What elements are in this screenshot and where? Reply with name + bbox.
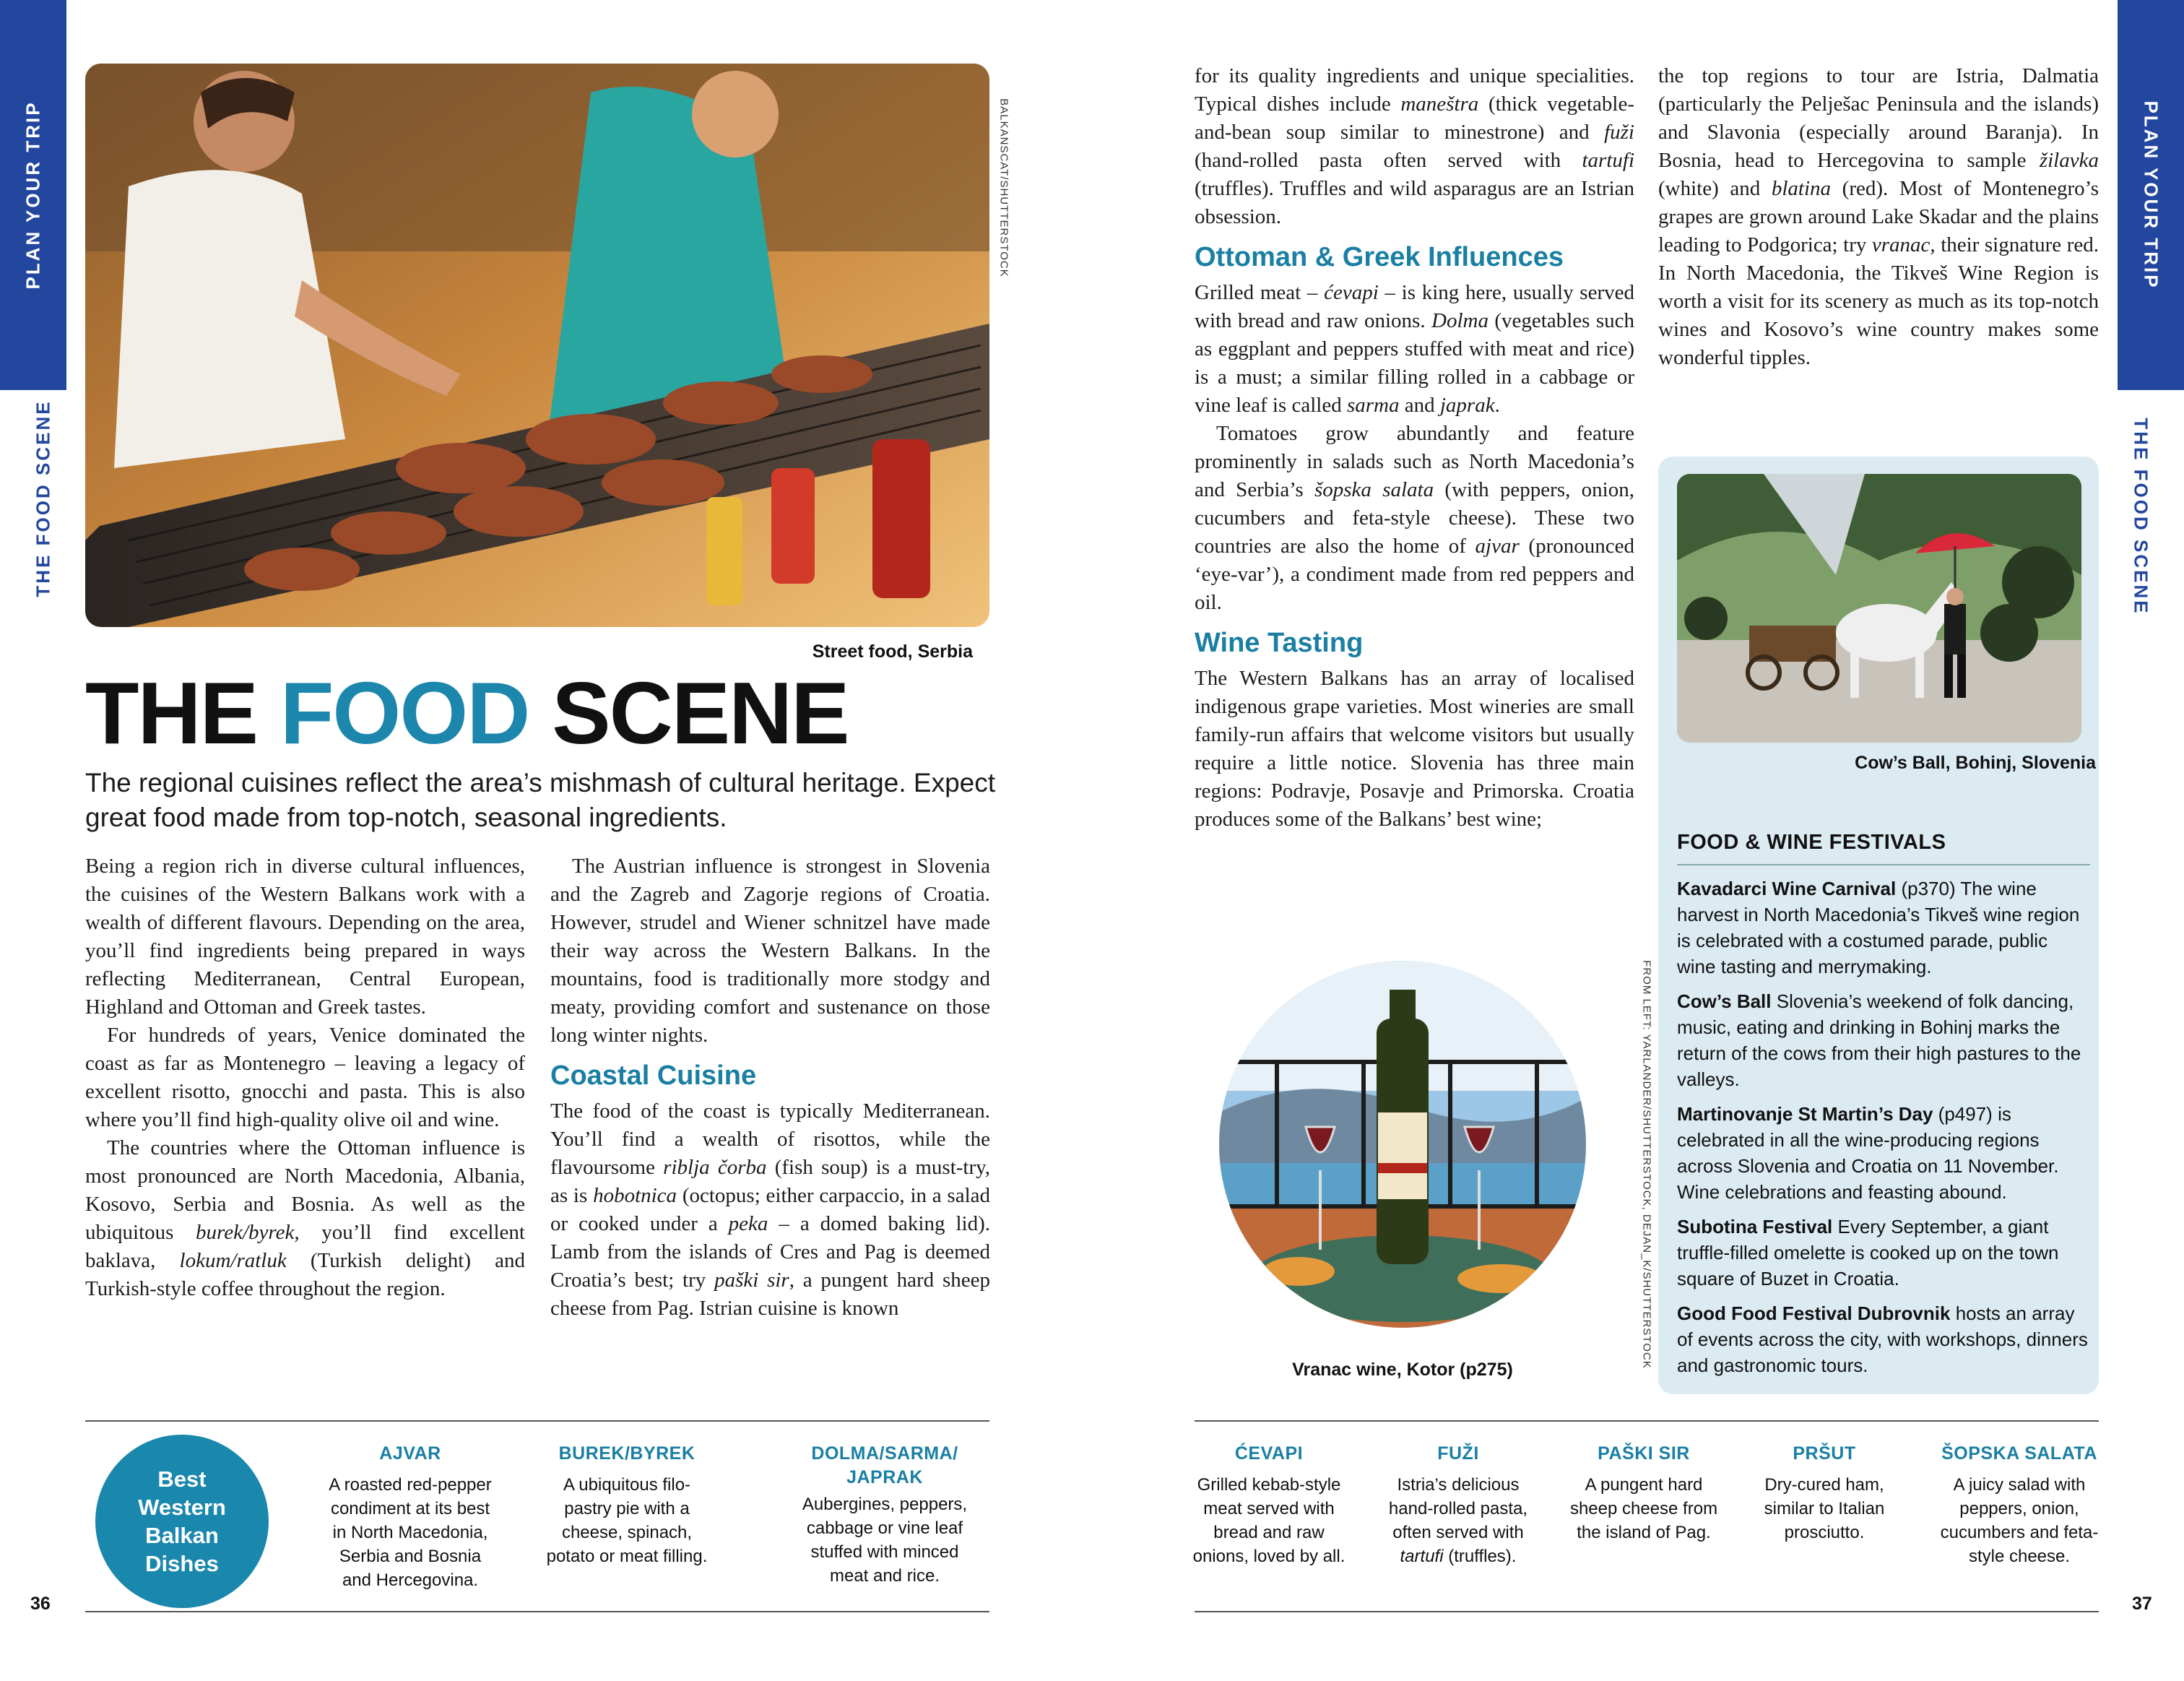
standfirst: The regional cuisines reflect the area’s mishmash of cultural heritage. Expect great food made from top-notch, seasonal ingredients. [85, 768, 996, 832]
dish-name: BUREK/BYREK [558, 1443, 696, 1464]
festival-item: Martinovanje St Martin’s Day (p497) is celebrated in all the wine-producing regions across Slovenia and Croatia on 11 November. Wine celebrations and feasting abound. [1677, 1103, 2059, 1203]
right-section-label: PLAN YOUR TRIP [2140, 100, 2162, 290]
dish-name: PAŠKI SIR [1598, 1443, 1690, 1464]
street-food-illustration [85, 64, 989, 627]
paragraph: The Austrian influence is strongest in Slovenia and the Zagreb and Zagorje regions of Croatia. However, strudel and Wiener schnitzel have made their way across the Western Balkans. In the mountains, food is traditionally more stodgy and meaty, providing comfort and sustenance on those long winter nights. [550, 855, 990, 1047]
dish-burek [543, 1442, 711, 1568]
heading-wine-tasting: Wine Tasting [1195, 628, 1364, 658]
festivals-heading: FOOD & WINE FESTIVALS [1677, 831, 1946, 854]
cows-ball-illustration [1677, 474, 2081, 743]
dish-description: A roasted red-pepper condiment at its best in North Macedonia, Serbia and Bosnia and Hercegovina. [329, 1475, 492, 1590]
dish-name: ŠOPSKA SALATA [1941, 1443, 2097, 1464]
cows-ball-caption: Cow’s Ball, Bohinj, Slovenia [1855, 753, 2096, 773]
dish-description: A juicy salad with peppers, onion, cucumbers and feta-style cheese. [1940, 1475, 2099, 1566]
cows-ball-photo [1677, 474, 2081, 743]
dishes-top-rule-right [1195, 1420, 2099, 1422]
page-title [85, 666, 849, 760]
left-section-label: PLAN YOUR TRIP [22, 100, 44, 290]
title-part-2: FOOD [280, 664, 529, 762]
dishes-bottom-rule-right [1195, 1611, 2099, 1612]
dish-paski-sir [1567, 1442, 1720, 1544]
vranac-wine-photo [1219, 961, 1586, 1328]
paragraph: The Western Balkans has an array of localised indigenous grape varieties. Most wineries are small family-run affairs that welcome visitors but usually require a little notice. Slovenia has three main regions: Podravje, Posavje and Primorska. Croatia produces some of the Balkans’ best wine; [1195, 667, 1634, 831]
paragraph: The food of the coast is typically Mediterranean. You’ll find a wealth of risottos, while the flavoursome riblja čorba (fish soup) is a must-try, as is hobotnica (octopus; either carpaccio, in a salad or cooked under a peka – a domed baking lid). Lamb from the islands of Cres and Pag is deemed Croatia’s best; try paški sir, a pungent hard sheep cheese from Pag. Istrian cuisine is known [550, 1099, 991, 1320]
vranac-caption: Vranac wine, Kotor (p275) [1292, 1360, 1513, 1380]
street-food-photo [85, 64, 989, 627]
paragraph: Tomatoes grow abundantly and feature prominently in salads such as North Macedonia’s and Serbia’s šopska salata (with peppers, onion, cucumbers and feta-style cheese). These two countries are also the home of ajvar (pronounced ‘eye-var’), a condiment made from red peppers and oil. [1195, 422, 1634, 614]
festival-item: Good Food Festival Dubrovnik hosts an array of events across the city, with workshops, dinners and gastronomic tours. [1677, 1302, 2088, 1376]
heading-ottoman-greek: Ottoman & Greek Influences [1195, 242, 1564, 272]
dish-description: A pungent hard sheep cheese from the island of Pag. [1569, 1475, 1718, 1542]
festivals-divider [1677, 864, 2090, 865]
page-number-right: 37 [2132, 1594, 2152, 1614]
left-chapter-label: THE FOOD SCENE [32, 399, 54, 597]
dish-prsut [1752, 1442, 1897, 1544]
dish-cevapi [1192, 1442, 1346, 1568]
dishes-bottom-rule-left [85, 1611, 989, 1612]
vranac-credit: FROM LEFT: YARLANDER/SHUTTERSTOCK, DEJAN_K/SHUTTERSTOCK [1640, 960, 1653, 1369]
heading-coastal-cuisine: Coastal Cuisine [550, 1060, 757, 1091]
dish-name: DOLMA/SARMA/ JAPRAK [811, 1443, 958, 1487]
street-food-caption: Street food, Serbia [812, 641, 973, 662]
body-column-3 [1195, 62, 1634, 834]
festivals-list [1677, 829, 2090, 1387]
dish-description: Istria’s delicious hand-rolled pasta, often served with tartufi (truffles). [1388, 1475, 1528, 1566]
title-part-3: SCENE [529, 664, 849, 762]
paragraph: Grilled meat – ćevapi – is king here, usually served with bread and raw onions. Dolma (vegetables such as eggplant and peppers stuffed with meat and rice) is a must; a similar filling rolled in a cabbage or vine leaf is called sarma and japrak. [1195, 281, 1634, 417]
dish-name: FUŽI [1437, 1443, 1479, 1464]
festival-item: Kavadarci Wine Carnival (p370) The wine harvest in North Macedonia’s Tikveš wine region is celebrated with a costumed parade, public wine tasting and merrymaking. [1677, 878, 2080, 977]
paragraph: the top regions to tour are Istria, Dalmatia (particularly the Pelješac Peninsula and the islands) and Slavonia (especially around Baranja). In Bosnia, head to Hercegovina to sample žilavka (white) and blatina (red). Most of Montenegro’s grapes are grown around Lake Skadar and the plains leading to Podgorica; try vranac, their signature red. In North Macedonia, the Tikveš Wine Region is worth a visit for its scenery as much as its top-notch wines and Kosovo’s wine country makes some wonderful tipples. [1658, 64, 2100, 369]
body-column-4 [1658, 62, 2099, 372]
dish-description: Dry-cured ham, similar to Italian prosciutto. [1764, 1475, 1885, 1542]
dishes-top-rule-left [85, 1420, 989, 1422]
title-part-1: THE [85, 664, 280, 762]
paragraph: for its quality ingredients and unique specialities. Typical dishes include maneštra (thick vegetable-and-bean soup similar to minestrone) and fuži (hand-rolled pasta often served with tartufi (truffles). Truffles and wild asparagus are an Istrian obsession. [1195, 64, 1635, 228]
dish-dolma [794, 1442, 975, 1588]
dish-ajvar [324, 1442, 497, 1592]
body-column-2 [550, 852, 990, 1323]
page-number-left: 36 [30, 1594, 51, 1614]
best-dishes-badge-label: Best Western Balkan Dishes [138, 1466, 226, 1576]
dish-fuzi [1378, 1442, 1538, 1568]
festival-item: Subotina Festival Every September, a giant truffle-filled omelette is cooked up on the town square of Buzet in Croatia. [1677, 1216, 2059, 1289]
dish-description: Grilled kebab-style meat served with bread and raw onions, loved by all. [1192, 1475, 1346, 1566]
dish-sopska-salata [1933, 1442, 2106, 1568]
body-column-1 [85, 852, 525, 1303]
dish-name: AJVAR [379, 1443, 441, 1464]
paragraph: Being a region rich in diverse cultural influences, the cuisines of the Western Balkans work with a wealth of different flavours. Depending on the area, you’ll find ingredients being prepared in ways reflecting Mediterranean, Central European, Highland and Ottoman and Greek tastes. [85, 855, 525, 1019]
dish-name: PRŠUT [1793, 1443, 1856, 1464]
festival-item: Cow’s Ball Slovenia’s weekend of folk dancing, music, eating and drinking in Bohinj marks the return of the cows from their high pastures to the valleys. [1677, 990, 2081, 1090]
paragraph: The countries where the Ottoman influence is most pronounced are North Macedonia, Albania, Kosovo, Serbia and Bosnia. As well as the ubiquitous burek/byrek, you’ll find excellent baklava, lokum/ratluk (Turkish delight) and Turkish-style coffee throughout the region. [85, 1136, 525, 1300]
paragraph: For hundreds of years, Venice dominated the coast as far as Montenegro – leaving a legacy of excellent risotto, gnocchi and pasta. This is also where you’ll find high-quality olive oil and wine. [85, 1024, 525, 1131]
dish-name: ĆEVAPI [1234, 1443, 1304, 1464]
street-food-credit: BALKANSCAT/SHUTTERSTOCK [997, 98, 1010, 277]
dish-description: A ubiquitous filo-pastry pie with a cheese, spinach, potato or meat filling. [546, 1475, 708, 1566]
dish-description: Aubergines, peppers, cabbage or vine leaf stuffed with minced meat and rice. [802, 1495, 968, 1586]
right-chapter-label: THE FOOD SCENE [2130, 418, 2152, 615]
vranac-wine-illustration [1219, 961, 1586, 1328]
best-dishes-badge [95, 1435, 269, 1608]
